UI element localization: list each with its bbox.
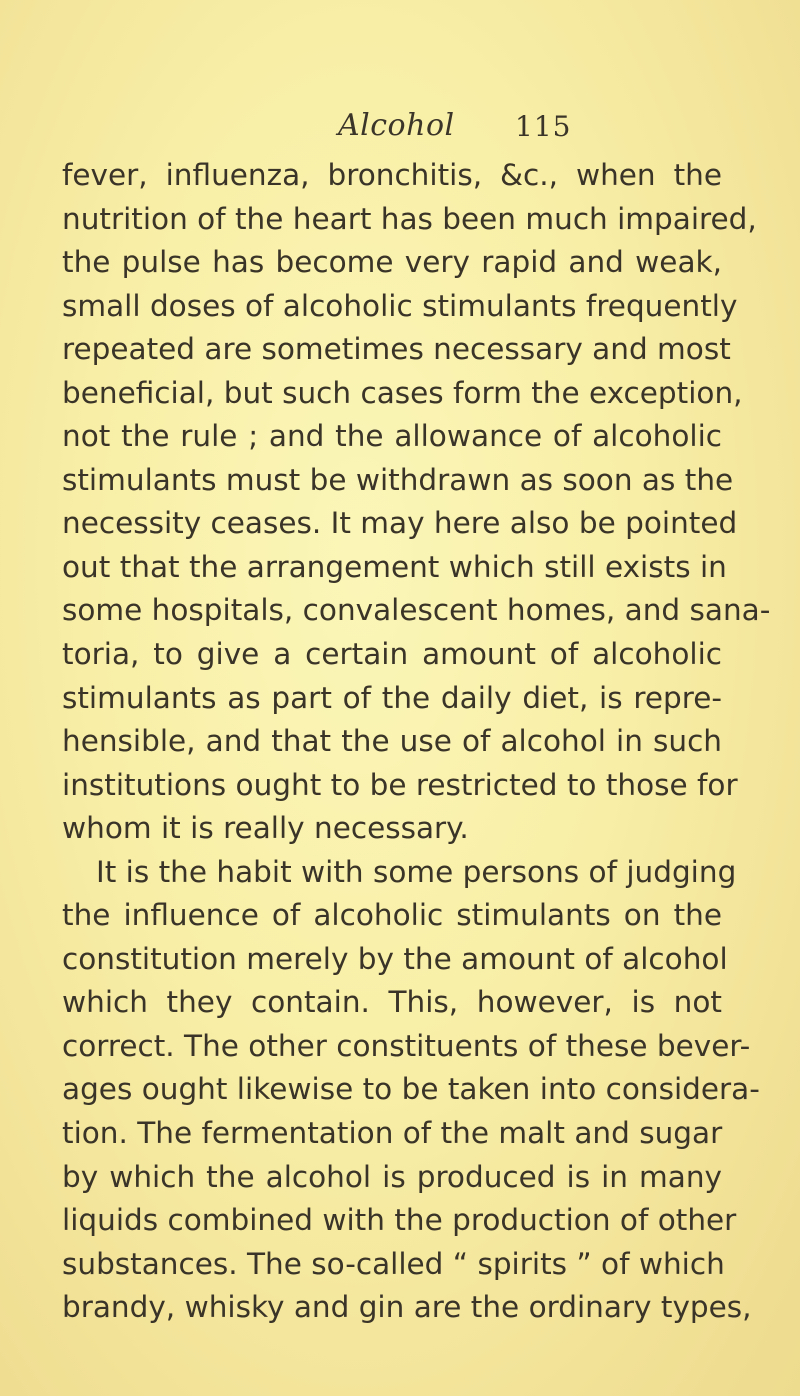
running-header xyxy=(0,108,800,152)
text-line: repeated are sometimes necessary and most xyxy=(62,332,731,367)
text-line: hensible, and that the use of alcohol in such xyxy=(62,724,722,759)
text-line: stimulants must be withdrawn as soon as the xyxy=(62,462,734,497)
text-line: not the rule ; and the allowance of alcoholic xyxy=(62,419,722,454)
text-line: constitution merely by the amount of alcohol xyxy=(62,941,728,976)
text-line: fever, influenza, bronchitis, &c., when the xyxy=(62,158,722,192)
paragraph-start-line: It is the habit with some persons of judging xyxy=(96,854,737,889)
text-line: nutrition of the heart has been much impaired, xyxy=(62,201,757,236)
body-text xyxy=(62,154,771,1330)
text-line: by which the alcohol is produced is in many xyxy=(62,1159,722,1194)
running-head-title: Alcohol xyxy=(338,108,455,143)
text-line: out that the arrangement which still exists in xyxy=(62,549,727,584)
text-line: some hospitals, convalescent homes, and sana- xyxy=(62,593,771,628)
text-line: brandy, whisky and gin are the ordinary types, xyxy=(62,1290,752,1325)
page-number: 115 xyxy=(515,110,572,143)
text-line: institutions ought to be restricted to those for xyxy=(62,767,738,802)
text-line: ages ought likewise to be taken into considera- xyxy=(62,1072,760,1107)
text-line: tion. The fermentation of the malt and sugar xyxy=(62,1116,723,1151)
text-line: toria, to give a certain amount of alcoholic xyxy=(62,637,722,672)
text-line: small doses of alcoholic stimulants frequently xyxy=(62,288,738,323)
text-line: the influence of alcoholic stimulants on the xyxy=(62,898,722,933)
text-line: correct. The other constituents of these bever- xyxy=(62,1028,751,1063)
text-line: liquids combined with the production of other xyxy=(62,1203,737,1238)
text-line: which they contain. This, however, is not xyxy=(62,985,722,1020)
text-line: substances. The so-called “ spirits ” of which xyxy=(62,1246,725,1281)
text-line: the pulse has become very rapid and weak, xyxy=(62,245,722,280)
text-line: stimulants as part of the daily diet, is repre- xyxy=(62,680,722,715)
text-line: beneficial, but such cases form the exception, xyxy=(62,375,743,410)
paragraph-end-line: whom it is really necessary. xyxy=(62,811,469,846)
text-line: necessity ceases. It may here also be pointed xyxy=(62,506,738,541)
